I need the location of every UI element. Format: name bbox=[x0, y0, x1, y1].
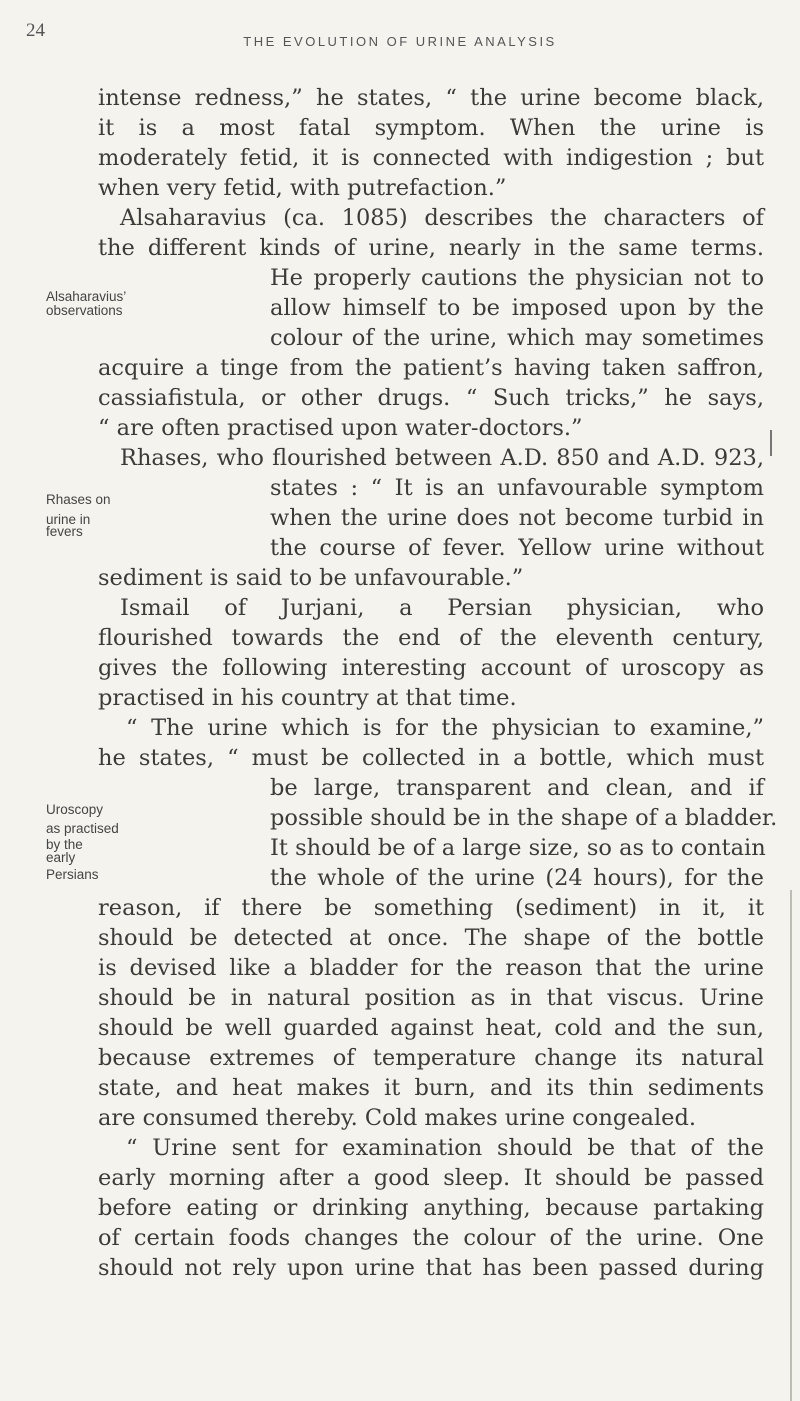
margin-note: Rhases on bbox=[46, 492, 111, 507]
text-line: the different kinds of urine, nearly in the same terms. bbox=[98, 235, 764, 261]
text-line: Ismail of Jurjani, a Persian physician, who bbox=[120, 595, 764, 621]
text-line: should not rely upon urine that has been passed during bbox=[98, 1255, 764, 1281]
text-line: because extremes of temperature change its natural bbox=[98, 1045, 764, 1071]
text-line: reason, if there be something (sediment) in it, it bbox=[98, 895, 764, 921]
page-edge-shadow bbox=[790, 890, 792, 1401]
text-line: allow himself to be imposed upon by the bbox=[270, 295, 764, 321]
text-line: It should be of a large size, so as to contain bbox=[270, 835, 766, 861]
margin-note: Uroscopy bbox=[46, 802, 104, 817]
margin-note: observations bbox=[46, 303, 123, 318]
text-line: intense redness,” he states, “ the urine become black, bbox=[98, 85, 764, 111]
text-line: he states, “ must be collected in a bottle, which must bbox=[98, 745, 764, 771]
text-line: early morning after a good sleep. It should be passed bbox=[98, 1165, 764, 1191]
text-line: gives the following interesting account of uroscopy as bbox=[98, 655, 764, 681]
text-line: before eating or drinking anything, because partaking bbox=[98, 1195, 764, 1221]
text-line: acquire a tinge from the patient’s having taken saffron, bbox=[98, 355, 764, 381]
text-line: “ Urine sent for examination should be that of the bbox=[126, 1135, 764, 1161]
text-line: it is a most fatal symptom. When the urine is bbox=[98, 115, 764, 141]
text-line: “ The urine which is for the physician to examine,” bbox=[126, 715, 764, 741]
text-line: be large, transparent and clean, and if bbox=[270, 775, 764, 801]
text-line: should be well guarded against heat, cold and the sun, bbox=[98, 1015, 764, 1041]
text-line: practised in his country at that time. bbox=[98, 685, 517, 711]
margin-note: urine in bbox=[46, 512, 91, 527]
text-line: sediment is said to be unfavourable.” bbox=[98, 565, 524, 591]
text-line: the whole of the urine (24 hours), for the bbox=[270, 865, 764, 891]
text-line: possible should be in the shape of a bladder. bbox=[270, 805, 778, 831]
text-line: when very fetid, with putrefaction.” bbox=[98, 175, 507, 201]
running-head: THE EVOLUTION OF URINE ANALYSIS bbox=[243, 34, 557, 49]
margin-note: Persians bbox=[46, 867, 99, 882]
text-line: should be in natural position as in that viscus. Urine bbox=[98, 985, 764, 1011]
text-line: is devised like a bladder for the reason that the urine bbox=[98, 955, 764, 981]
text-line: should be detected at once. The shape of the bottle bbox=[98, 925, 764, 951]
margin-note: as practised bbox=[46, 821, 119, 836]
text-line: flourished towards the end of the eleventh century, bbox=[98, 625, 764, 651]
text-line: when the urine does not become turbid in bbox=[270, 505, 764, 531]
text-line: state, and heat makes it burn, and its thin sediments bbox=[98, 1075, 764, 1101]
text-line: are consumed thereby. Cold makes urine congealed. bbox=[98, 1105, 697, 1131]
page-number: 24 bbox=[26, 20, 45, 41]
margin-note: fevers bbox=[46, 524, 83, 539]
text-line: colour of the urine, which may sometimes bbox=[270, 325, 764, 351]
text-line: of certain foods changes the colour of the urine. One bbox=[98, 1225, 764, 1251]
text-line: states : “ It is an unfavourable symptom bbox=[270, 475, 764, 501]
text-line: moderately fetid, it is connected with indigestion ; but bbox=[98, 145, 764, 171]
page-edge-mark bbox=[770, 430, 772, 456]
margin-note: early bbox=[46, 850, 76, 865]
margin-note: by the bbox=[46, 837, 83, 852]
text-line: “ are often practised upon water-doctors.” bbox=[98, 415, 583, 441]
text-line: Alsaharavius (ca. 1085) describes the characters of bbox=[120, 205, 764, 231]
text-line: He properly cautions the physician not to bbox=[270, 265, 764, 291]
margin-note: Alsaharavius’ bbox=[46, 289, 127, 304]
text-line: the course of fever. Yellow urine without bbox=[270, 535, 764, 561]
text-line: cassiafistula, or other drugs. “ Such tricks,” he says, bbox=[98, 385, 764, 411]
text-line: Rhases, who flourished between A.D. 850 and A.D. 923, bbox=[120, 445, 764, 471]
